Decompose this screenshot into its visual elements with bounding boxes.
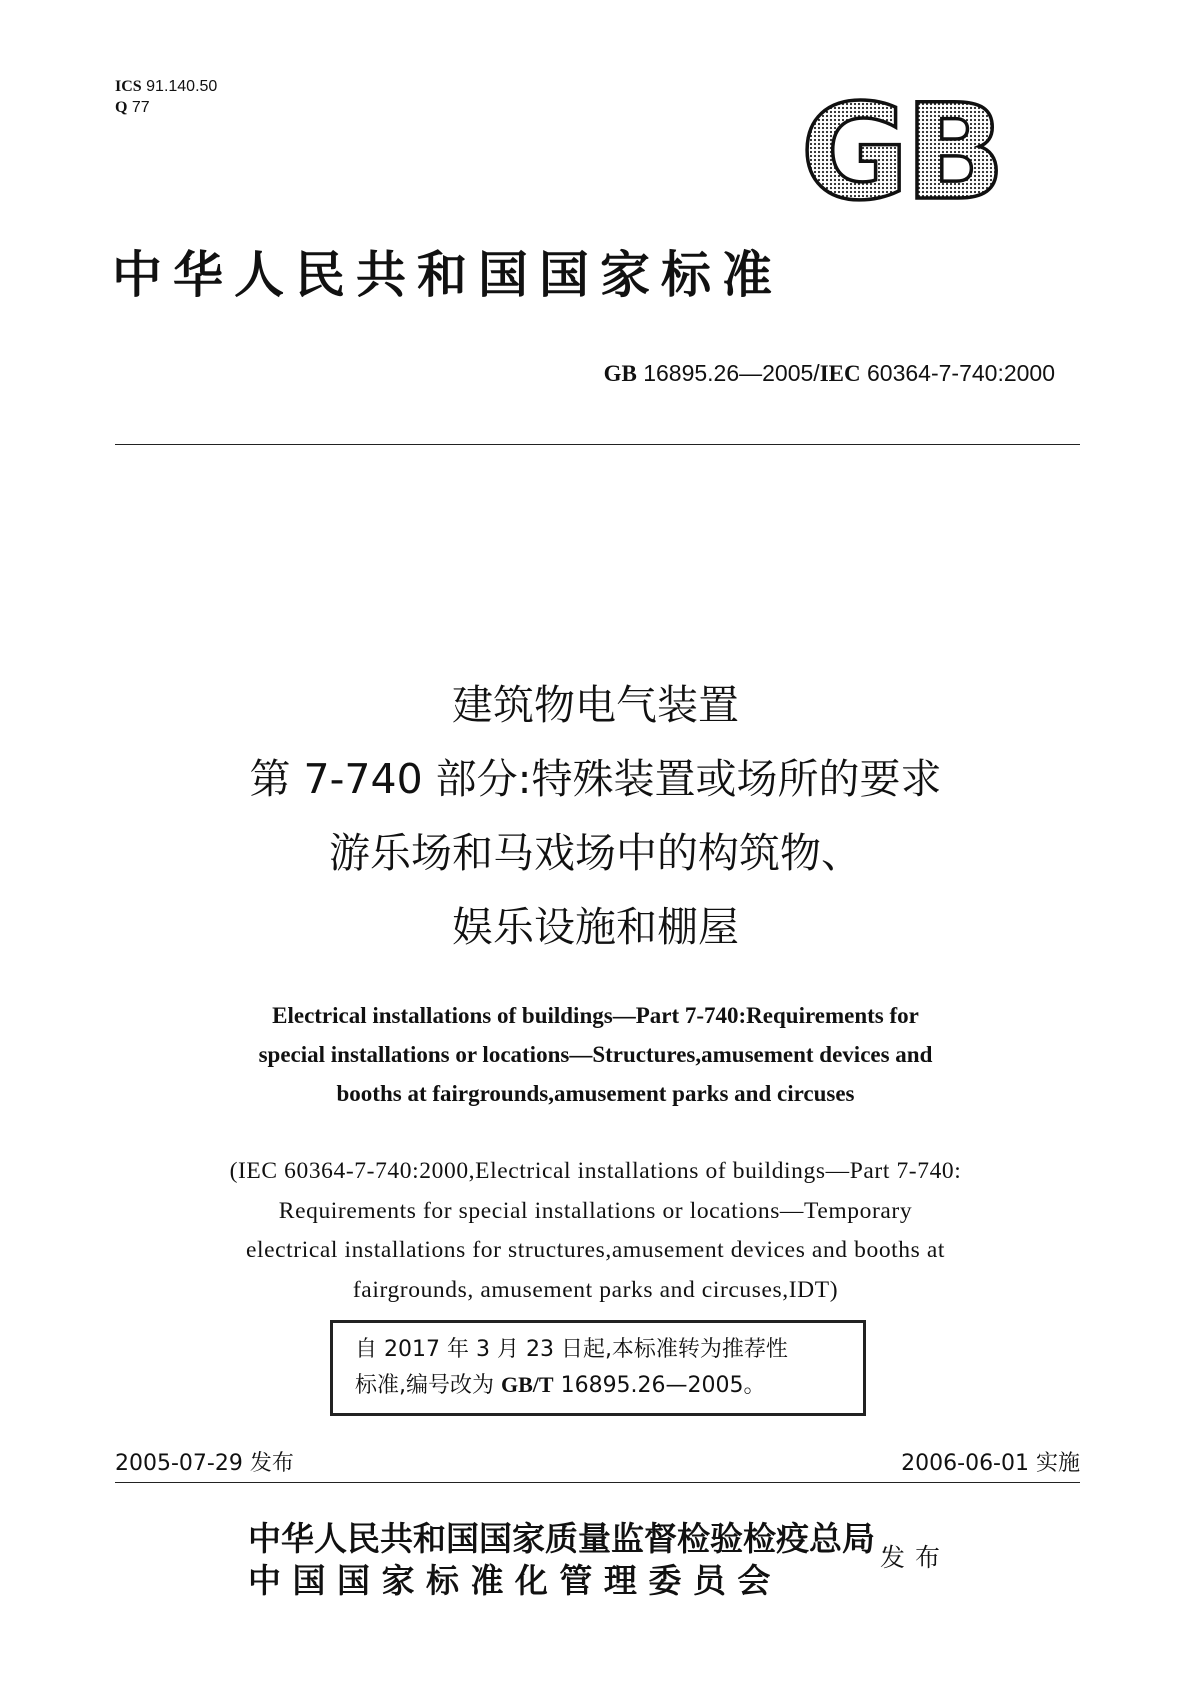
chinese-title-line: 建筑物电气装置 xyxy=(452,681,739,729)
issue-verb: 发布 xyxy=(880,1543,951,1572)
issuing-authorities xyxy=(248,1518,875,1602)
issuer-line: 中华人民共和国国家质量监督检验检疫总局 xyxy=(248,1519,875,1558)
issuer-line: 中 国 国 家 标 准 化 管 理 委 员 会 xyxy=(248,1561,771,1600)
english-title-line: booths at fairgrounds,amusement parks and circuses xyxy=(336,1081,855,1106)
chinese-title-line: 娱乐设施和棚屋 xyxy=(452,903,739,951)
english-title xyxy=(0,996,1191,1113)
iec-equivalent-note xyxy=(0,1152,1191,1310)
issue-date: 2005-07-29 发布 xyxy=(115,1451,294,1476)
ics-label: ICS xyxy=(115,78,142,95)
header-divider xyxy=(115,444,1080,445)
iec-line: electrical installations for structures,amusement devices and booths at xyxy=(245,1237,946,1263)
recommended-standard-notice xyxy=(330,1320,866,1416)
iec-number: 60364-7-740:2000 xyxy=(867,360,1055,386)
notice-prefix: 标准,编号改为 xyxy=(355,1373,501,1398)
class-label: Q xyxy=(115,99,128,116)
chinese-title xyxy=(0,668,1191,964)
class-code: 77 xyxy=(131,99,150,116)
notice-line-1: 自 2017 年 3 月 23 日起,本标准转为推荐性 xyxy=(355,1337,788,1362)
standard-number xyxy=(604,360,1055,387)
ics-classification xyxy=(115,76,217,118)
gb-logo-text: GB xyxy=(800,90,1002,212)
notice-line-2 xyxy=(355,1367,863,1403)
notice-code: GB/T xyxy=(501,1372,554,1397)
gb-number: 16895.26—2005/ xyxy=(643,360,820,386)
english-title-line: special installations or locations—Structures,amusement devices and xyxy=(258,1042,933,1067)
chinese-title-line: 游乐场和马戏场中的构筑物、 xyxy=(329,829,862,877)
ics-code: 91.140.50 xyxy=(146,78,218,95)
notice-suffix: 16895.26—2005。 xyxy=(553,1373,766,1398)
footer-divider xyxy=(115,1482,1080,1483)
iec-line: Requirements for special installations or locations—Temporary xyxy=(278,1197,913,1224)
gb-logo xyxy=(785,90,1017,212)
english-title-line: Electrical installations of buildings—Part 7-740:Requirements for xyxy=(272,1003,919,1028)
iec-label: IEC xyxy=(819,361,861,386)
iec-line: fairgrounds, amusement parks and circuses,IDT) xyxy=(352,1276,839,1303)
chinese-title-line: 第 7-740 部分:特殊装置或场所的要求 xyxy=(249,755,942,803)
iec-line: (IEC 60364-7-740:2000,Electrical installations of buildings—Part 7-740: xyxy=(229,1158,962,1184)
gb-label: GB xyxy=(603,361,637,386)
national-standard-title: 中华人民共和国国家标准 xyxy=(112,246,783,304)
implementation-date: 2006-06-01 实施 xyxy=(901,1451,1080,1476)
